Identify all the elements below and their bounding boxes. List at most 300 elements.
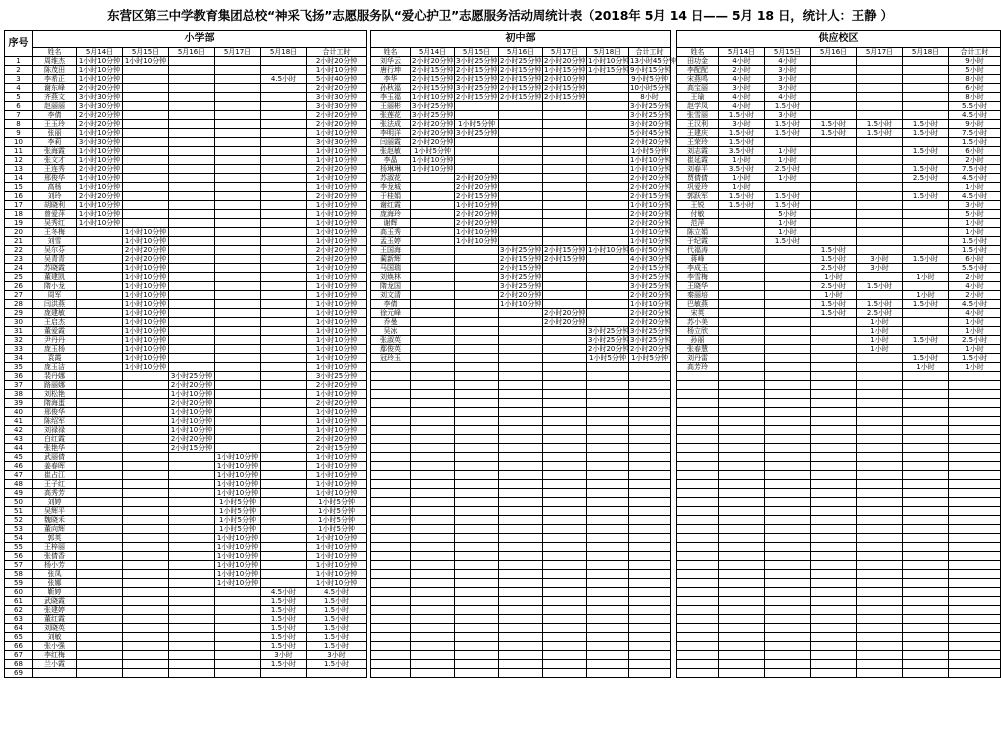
hours-cell <box>411 210 455 219</box>
empty-cell <box>903 435 949 444</box>
volunteer-name: 靳婷 <box>33 588 77 597</box>
table-row <box>5 615 367 624</box>
column-header: 5月14日 <box>719 48 765 57</box>
hours-cell <box>411 237 455 246</box>
hours-cell <box>499 201 543 210</box>
hours-cell: 4.5小时 <box>949 300 1001 309</box>
table-row <box>5 138 367 147</box>
empty-cell <box>677 642 719 651</box>
table-row <box>677 300 1001 309</box>
table-row <box>371 669 671 678</box>
hours-cell <box>719 264 765 273</box>
hours-cell: 2小时20分钟 <box>630 219 672 227</box>
row-number: 8 <box>5 120 33 129</box>
hours-cell <box>169 210 215 219</box>
table-row <box>5 219 367 228</box>
hours-cell <box>169 453 215 462</box>
hours-cell: 1小时5分钟 <box>307 498 367 507</box>
hours-cell: 1小时5分钟 <box>307 507 367 516</box>
hours-cell: 1.5小时 <box>903 336 949 345</box>
empty-cell <box>765 426 811 435</box>
empty-cell <box>903 606 949 615</box>
empty-cell <box>499 543 543 552</box>
column-header: 5月18日 <box>261 48 307 57</box>
hours-cell <box>215 444 261 453</box>
hours-cell: 2小时20分钟 <box>412 138 454 146</box>
empty-cell <box>499 534 543 543</box>
hours-cell <box>77 264 123 273</box>
table-row <box>371 300 671 309</box>
hours-cell <box>123 111 169 120</box>
hours-cell <box>169 138 215 147</box>
empty-cell <box>811 417 857 426</box>
empty-cell <box>719 642 765 651</box>
table-row <box>5 417 367 426</box>
hours-cell: 1小时10分钟 <box>77 219 123 228</box>
hours-cell: 1.5小时 <box>903 129 949 138</box>
volunteer-name: 高杨 <box>33 183 77 192</box>
empty-cell <box>455 471 499 480</box>
hours-cell <box>123 390 169 399</box>
hours-cell <box>903 282 949 291</box>
hours-cell <box>215 363 261 372</box>
empty-cell <box>719 534 765 543</box>
empty-cell <box>587 651 629 660</box>
hours-cell <box>215 615 261 624</box>
table-row <box>371 228 671 237</box>
hours-cell: 1.5小时 <box>811 246 857 255</box>
empty-cell <box>811 534 857 543</box>
empty-cell <box>411 633 455 642</box>
hours-cell: 1小时10分钟 <box>123 291 169 300</box>
hours-cell: 1小时 <box>949 219 1001 228</box>
hours-cell <box>123 660 169 669</box>
empty-cell <box>903 507 949 516</box>
empty-cell <box>857 408 903 417</box>
hours-cell: 2小时20分钟 <box>307 165 367 174</box>
hours-cell <box>215 57 261 66</box>
hours-cell: 1.5小时 <box>719 129 765 138</box>
hours-cell <box>169 624 215 633</box>
table-row <box>371 174 671 183</box>
table-row <box>5 561 367 570</box>
hours-cell: 2小时20分钟 <box>77 84 123 93</box>
table-row <box>677 273 1001 282</box>
hours-cell <box>261 489 307 498</box>
volunteer-name: 杨立欣 <box>677 327 719 336</box>
volunteer-name: 庞玉洁 <box>33 363 77 372</box>
row-number: 40 <box>5 408 33 417</box>
empty-cell <box>765 408 811 417</box>
hours-cell <box>77 363 123 372</box>
empty-cell <box>811 471 857 480</box>
empty-cell <box>903 660 949 669</box>
hours-cell <box>169 93 215 102</box>
volunteer-name: 高秀芳 <box>33 489 77 498</box>
table-row <box>677 498 1001 507</box>
row-number: 12 <box>5 156 33 165</box>
table-row <box>5 255 367 264</box>
hours-cell: 1小时10分钟 <box>307 579 367 588</box>
row-number: 57 <box>5 561 33 570</box>
row-number: 13 <box>5 165 33 174</box>
table-row <box>371 354 671 363</box>
volunteer-name: 张赵敏 <box>371 147 411 156</box>
volunteer-name: 杨小芳 <box>33 561 77 570</box>
empty-cell <box>411 489 455 498</box>
empty-cell <box>765 489 811 498</box>
table-row <box>371 606 671 615</box>
row-number: 11 <box>5 147 33 156</box>
hours-cell <box>261 426 307 435</box>
hours-cell <box>169 642 215 651</box>
empty-cell <box>629 381 671 390</box>
hours-cell <box>261 174 307 183</box>
hours-cell <box>123 408 169 417</box>
hours-cell: 2小时15分钟 <box>456 93 498 101</box>
empty-cell <box>949 498 1001 507</box>
empty-cell <box>765 624 811 633</box>
empty-cell <box>765 543 811 552</box>
empty-cell <box>411 435 455 444</box>
hours-cell: 1.5小时 <box>903 354 949 363</box>
hours-cell <box>169 327 215 336</box>
empty-cell <box>455 525 499 534</box>
empty-cell <box>949 552 1001 561</box>
hours-cell: 3小时25分钟 <box>456 129 498 137</box>
hours-cell <box>169 147 215 156</box>
empty-cell <box>903 552 949 561</box>
hours-cell <box>455 300 499 309</box>
hours-cell <box>77 417 123 426</box>
hours-cell <box>455 255 499 264</box>
table-row <box>677 435 1001 444</box>
empty-cell <box>765 516 811 525</box>
empty-cell <box>949 615 1001 624</box>
hours-cell <box>261 219 307 228</box>
hours-cell <box>543 219 587 228</box>
column-header: 5月14日 <box>77 48 123 57</box>
empty-cell <box>543 462 587 471</box>
hours-cell: 1小时10分钟 <box>215 462 261 471</box>
hours-cell: 1小时10分钟 <box>500 300 542 308</box>
volunteer-name: 郭英 <box>33 534 77 543</box>
table-row <box>677 291 1001 300</box>
hours-cell <box>169 543 215 552</box>
hours-cell <box>123 453 169 462</box>
empty-cell <box>371 588 411 597</box>
hours-cell <box>411 255 455 264</box>
hours-cell: 1小时5分钟 <box>215 507 261 516</box>
hours-cell: 1.5小时 <box>719 201 765 210</box>
volunteer-name: 杨琳琳 <box>371 165 411 174</box>
empty-cell <box>411 669 455 678</box>
hours-cell: 2小时15分钟 <box>456 66 498 74</box>
table-row <box>371 327 671 336</box>
empty-cell <box>587 372 629 381</box>
hours-cell: 2小时20分钟 <box>307 399 367 408</box>
empty-cell <box>587 471 629 480</box>
empty-cell <box>587 597 629 606</box>
empty-cell <box>903 390 949 399</box>
volunteer-name: 张丽 <box>33 129 77 138</box>
hours-cell <box>499 156 543 165</box>
empty-cell <box>587 642 629 651</box>
volunteer-name: 张艳华 <box>33 444 77 453</box>
table-row <box>677 327 1001 336</box>
hours-cell: 2小时20分钟 <box>456 183 498 191</box>
hours-cell: 1小时10分钟 <box>77 75 123 84</box>
empty-cell <box>765 498 811 507</box>
hours-cell <box>811 174 857 183</box>
empty-cell <box>499 516 543 525</box>
volunteer-name: 吴尔芬 <box>33 246 77 255</box>
hours-cell: 1.5小时 <box>811 309 857 318</box>
hours-cell <box>77 408 123 417</box>
table-row <box>5 435 367 444</box>
hours-cell <box>215 102 261 111</box>
hours-cell <box>215 354 261 363</box>
hours-cell <box>455 345 499 354</box>
hours-cell: 2小时10分钟 <box>544 75 586 83</box>
empty-cell <box>629 471 671 480</box>
empty-cell <box>371 408 411 417</box>
hours-cell <box>169 318 215 327</box>
hours-cell: 1小时 <box>903 291 949 300</box>
empty-cell <box>587 453 629 462</box>
empty-cell <box>411 561 455 570</box>
hours-cell: 1小时10分钟 <box>630 156 672 164</box>
hours-cell <box>903 228 949 237</box>
empty-cell <box>903 480 949 489</box>
empty-cell <box>765 579 811 588</box>
hours-cell <box>543 129 587 138</box>
hours-cell <box>261 453 307 462</box>
table-row <box>677 426 1001 435</box>
hours-cell: 2小时15分钟 <box>500 255 542 263</box>
hours-cell: 1小时10分钟 <box>215 552 261 561</box>
empty-cell <box>499 372 543 381</box>
hours-cell <box>857 192 903 201</box>
hours-cell <box>587 165 629 174</box>
volunteer-name: 李倩 <box>33 111 77 120</box>
hours-cell <box>719 273 765 282</box>
table-row <box>371 651 671 660</box>
empty-cell <box>411 462 455 471</box>
hours-cell <box>903 210 949 219</box>
hours-cell <box>857 174 903 183</box>
hours-cell: 6小时 <box>949 84 1001 93</box>
empty-cell <box>629 597 671 606</box>
empty-cell <box>455 462 499 471</box>
empty-cell <box>411 624 455 633</box>
hours-cell <box>587 264 629 273</box>
hours-cell: 1小时10分钟 <box>77 57 123 66</box>
hours-cell <box>77 354 123 363</box>
table-row <box>371 570 671 579</box>
hours-cell: 1小时15分钟 <box>544 66 586 74</box>
hours-cell: 3小时 <box>857 264 903 273</box>
hours-cell: 1.5小时 <box>307 660 367 669</box>
table-row <box>371 597 671 606</box>
hours-cell: 1小时10分钟 <box>123 273 169 282</box>
hours-cell <box>77 543 123 552</box>
empty-cell <box>371 426 411 435</box>
hours-cell: 1小时10分钟 <box>215 453 261 462</box>
empty-cell <box>765 534 811 543</box>
volunteer-name: 张法成 <box>371 120 411 129</box>
empty-cell <box>455 642 499 651</box>
hours-cell <box>215 381 261 390</box>
volunteer-name: 秦丽培 <box>677 291 719 300</box>
empty-cell <box>719 660 765 669</box>
hours-cell <box>215 255 261 264</box>
hours-cell <box>903 327 949 336</box>
hours-cell: 2.5小时 <box>811 282 857 291</box>
table-row <box>371 417 671 426</box>
empty-cell <box>903 588 949 597</box>
hours-cell <box>169 264 215 273</box>
table-row <box>5 300 367 309</box>
hours-cell: 1小时10分钟 <box>77 174 123 183</box>
volunteer-name: 李晶 <box>371 156 411 165</box>
hours-cell <box>215 669 261 678</box>
column-header: 5月16日 <box>169 48 215 57</box>
hours-cell <box>719 327 765 336</box>
empty-cell <box>411 552 455 561</box>
hours-cell <box>77 435 123 444</box>
row-number: 28 <box>5 300 33 309</box>
empty-cell <box>587 444 629 453</box>
table-row <box>5 57 367 66</box>
hours-cell <box>811 165 857 174</box>
hours-cell <box>261 120 307 129</box>
hours-cell <box>77 660 123 669</box>
empty-cell <box>455 426 499 435</box>
hours-cell <box>77 453 123 462</box>
table-row <box>371 660 671 669</box>
hours-cell: 4.5小时 <box>261 588 307 597</box>
hours-cell: 1.5小时 <box>857 120 903 129</box>
hours-cell <box>765 246 811 255</box>
hours-cell <box>169 651 215 660</box>
table-row <box>371 291 671 300</box>
empty-cell <box>499 381 543 390</box>
hours-cell: 3小时25分钟 <box>630 102 672 110</box>
hours-cell <box>123 138 169 147</box>
hours-cell <box>77 561 123 570</box>
empty-cell <box>543 471 587 480</box>
hours-cell: 4小时30分钟 <box>630 255 672 263</box>
hours-cell <box>411 174 455 183</box>
empty-cell <box>587 480 629 489</box>
empty-cell <box>765 570 811 579</box>
empty-cell <box>949 543 1001 552</box>
hours-cell: 2小时20分钟 <box>630 174 672 182</box>
table-row <box>677 192 1001 201</box>
hours-cell: 2小时20分钟 <box>412 57 454 65</box>
hours-cell: 3小时25分钟 <box>456 84 498 92</box>
hours-cell: 1小时5分钟 <box>629 147 671 156</box>
hours-cell <box>123 507 169 516</box>
empty-cell <box>543 498 587 507</box>
hours-cell: 1小时10分钟 <box>412 156 454 164</box>
hours-cell <box>719 345 765 354</box>
empty-cell <box>587 660 629 669</box>
hours-cell: 7.5小时 <box>949 165 1001 174</box>
hours-cell <box>455 282 499 291</box>
table-row <box>5 93 367 102</box>
table-row <box>677 615 1001 624</box>
hours-cell <box>169 588 215 597</box>
hours-cell <box>215 327 261 336</box>
hours-cell <box>123 147 169 156</box>
empty-cell <box>629 399 671 408</box>
empty-cell <box>411 381 455 390</box>
hours-cell <box>77 471 123 480</box>
table-row <box>5 273 367 282</box>
table-row <box>371 471 671 480</box>
hours-cell <box>215 246 261 255</box>
hours-cell <box>543 354 587 363</box>
hours-cell <box>169 291 215 300</box>
hours-cell: 1小时10分钟 <box>307 210 367 219</box>
table-row <box>371 426 671 435</box>
volunteer-name: 王荣玲 <box>677 138 719 147</box>
hours-cell <box>261 84 307 93</box>
hours-cell <box>215 219 261 228</box>
hours-cell: 3小时 <box>765 66 811 75</box>
table-row <box>677 525 1001 534</box>
volunteer-name: 武丽倩 <box>33 453 77 462</box>
empty-cell <box>765 561 811 570</box>
table-row <box>371 516 671 525</box>
empty-cell <box>587 624 629 633</box>
volunteer-name: 吴辉平 <box>33 507 77 516</box>
volunteer-name: 尹丹丹 <box>33 336 77 345</box>
empty-cell <box>811 498 857 507</box>
empty-cell <box>765 597 811 606</box>
hours-cell: 1小时10分钟 <box>307 462 367 471</box>
empty-cell <box>949 399 1001 408</box>
hours-cell <box>455 246 499 255</box>
empty-cell <box>811 453 857 462</box>
hours-cell <box>261 354 307 363</box>
table-row <box>371 507 671 516</box>
hours-cell <box>77 525 123 534</box>
row-number: 61 <box>5 597 33 606</box>
empty-cell <box>499 597 543 606</box>
hours-cell <box>587 219 629 228</box>
hours-cell: 1小时10分钟 <box>123 327 169 336</box>
empty-cell <box>719 498 765 507</box>
empty-cell <box>765 453 811 462</box>
empty-cell <box>499 615 543 624</box>
table-row <box>371 489 671 498</box>
hours-cell: 1小时10分钟 <box>307 543 367 552</box>
hours-cell: 1小时 <box>811 273 857 282</box>
hours-cell <box>455 291 499 300</box>
hours-cell: 3小时 <box>307 651 367 660</box>
volunteer-name: 马国瑞 <box>371 264 411 273</box>
hours-cell <box>77 291 123 300</box>
hours-cell <box>903 183 949 192</box>
empty-cell <box>411 372 455 381</box>
hours-cell: 1小时 <box>857 336 903 345</box>
hours-cell: 2小时 <box>949 273 1001 282</box>
empty-cell <box>455 570 499 579</box>
empty-cell <box>629 624 671 633</box>
